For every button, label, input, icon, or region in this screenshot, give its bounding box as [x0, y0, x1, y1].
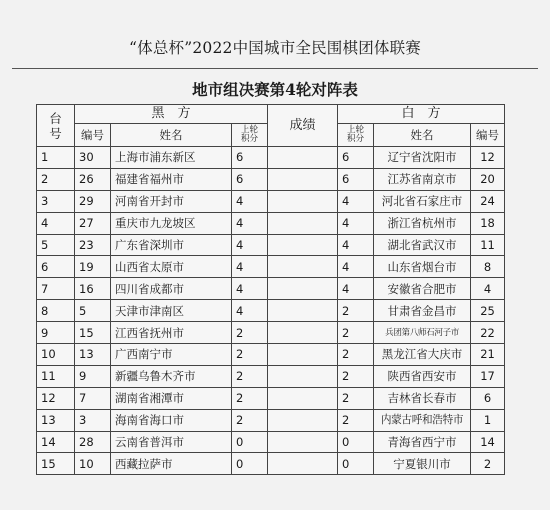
table-row: [37, 431, 505, 453]
white-number-cell: 18: [471, 212, 505, 234]
table-row: [37, 344, 505, 366]
white-points-cell: 2: [338, 322, 374, 344]
white-name-cell: 甘肃省金昌市: [374, 300, 471, 322]
pairings-table: [36, 104, 505, 475]
table-row: [37, 453, 505, 475]
white-points-cell: 2: [338, 365, 374, 387]
black-name-cell: 四川省成都市: [111, 278, 232, 300]
white-name-cell: 安徽省合肥市: [374, 278, 471, 300]
table-row: [37, 234, 505, 256]
table-row: [37, 322, 505, 344]
result-cell: [268, 168, 338, 190]
result-cell: [268, 234, 338, 256]
board-cell: 2: [37, 168, 75, 190]
black-points-cell: 0: [232, 431, 268, 453]
black-name-cell: 上海市浦东新区: [111, 147, 232, 169]
white-points-cell: 0: [338, 431, 374, 453]
board-header-line1: 台: [49, 110, 62, 126]
result-cell: [268, 344, 338, 366]
white-number-cell: 24: [471, 190, 505, 212]
board-cell: 12: [37, 387, 75, 409]
black-points-header: [232, 124, 268, 147]
white-number-cell: 14: [471, 431, 505, 453]
black-points-cell: 6: [232, 168, 268, 190]
black-name-cell: 重庆市九龙坡区: [111, 212, 232, 234]
board-cell: 15: [37, 453, 75, 475]
result-cell: [268, 256, 338, 278]
black-points-cell: 4: [232, 234, 268, 256]
white-number-cell: 2: [471, 453, 505, 475]
white-number-cell: 25: [471, 300, 505, 322]
result-cell: [268, 453, 338, 475]
table-row: [37, 190, 505, 212]
black-name-cell: 湖南省湘潭市: [111, 387, 232, 409]
result-cell: [268, 147, 338, 169]
white-points-cell: 4: [338, 212, 374, 234]
board-cell: 6: [37, 256, 75, 278]
table-row: [37, 168, 505, 190]
board-cell: 8: [37, 300, 75, 322]
black-name-cell: 广西南宁市: [111, 344, 232, 366]
board-cell: 14: [37, 431, 75, 453]
white-number-cell: 6: [471, 387, 505, 409]
white-name-cell: 河北省石家庄市: [374, 190, 471, 212]
white-number-cell: 8: [471, 256, 505, 278]
board-cell: 7: [37, 278, 75, 300]
white-points-cell: 0: [338, 453, 374, 475]
table-row: [37, 278, 505, 300]
table-row: [37, 409, 505, 431]
black-points-cell: 0: [232, 453, 268, 475]
table-title: 地市组决赛第4轮对阵表: [192, 80, 358, 99]
white-points-cell: 2: [338, 300, 374, 322]
white-number-cell: 20: [471, 168, 505, 190]
black-points-cell: 4: [232, 278, 268, 300]
black-name-header: 姓名: [111, 124, 232, 147]
white-number-cell: 1: [471, 409, 505, 431]
black-name-cell: 新疆乌鲁木齐市: [111, 365, 232, 387]
result-cell: [268, 212, 338, 234]
white-name-header: 姓名: [374, 124, 471, 147]
table-row: [37, 365, 505, 387]
result-header: 成绩: [268, 105, 338, 147]
black-name-cell: 天津市津南区: [111, 300, 232, 322]
black-number-cell: 29: [75, 190, 111, 212]
black-name-cell: 福建省福州市: [111, 168, 232, 190]
document-title: “体总杯”2022中国城市全民围棋团体联赛: [129, 39, 421, 57]
board-cell: 1: [37, 147, 75, 169]
white-number-cell: 22: [471, 322, 505, 344]
white-points-header-line2: 积分: [347, 134, 365, 144]
result-cell: [268, 190, 338, 212]
table-row: [37, 147, 505, 169]
black-number-cell: 27: [75, 212, 111, 234]
black-name-cell: 山西省太原市: [111, 256, 232, 278]
black-points-cell: 4: [232, 256, 268, 278]
header-row-sides: [37, 105, 505, 124]
table-row: [37, 212, 505, 234]
board-header-line2: 号: [49, 125, 62, 141]
white-name-cell: 青海省西宁市: [374, 431, 471, 453]
white-points-cell: 4: [338, 234, 374, 256]
black-name-cell: 海南省海口市: [111, 409, 232, 431]
white-name-cell: 湖北省武汉市: [374, 234, 471, 256]
white-points-cell: 4: [338, 190, 374, 212]
black-points-cell: 4: [232, 212, 268, 234]
white-name-cell: 内蒙古呼和浩特市: [374, 409, 471, 431]
white-name-cell: 浙江省杭州市: [374, 212, 471, 234]
black-points-cell: 2: [232, 387, 268, 409]
black-points-cell: 6: [232, 147, 268, 169]
white-name-cell: 江苏省南京市: [374, 168, 471, 190]
white-points-header: [338, 124, 374, 147]
black-number-cell: 19: [75, 256, 111, 278]
result-cell: [268, 300, 338, 322]
black-name-cell: 西藏拉萨市: [111, 453, 232, 475]
board-cell: 9: [37, 322, 75, 344]
black-points-cell: 2: [232, 322, 268, 344]
result-cell: [268, 387, 338, 409]
white-points-cell: 4: [338, 278, 374, 300]
white-name-cell: 山东省烟台市: [374, 256, 471, 278]
white-number-cell: 11: [471, 234, 505, 256]
white-name-cell: 宁夏银川市: [374, 453, 471, 475]
black-points-cell: 2: [232, 344, 268, 366]
black-number-cell: 23: [75, 234, 111, 256]
white-name-cell: 辽宁省沈阳市: [374, 147, 471, 169]
black-number-cell: 3: [75, 409, 111, 431]
white-number-cell: 21: [471, 344, 505, 366]
white-points-cell: 2: [338, 387, 374, 409]
white-points-cell: 6: [338, 168, 374, 190]
black-number-cell: 26: [75, 168, 111, 190]
white-points-cell: 6: [338, 147, 374, 169]
white-name-cell: 陕西省西安市: [374, 365, 471, 387]
board-cell: 5: [37, 234, 75, 256]
white-points-cell: 4: [338, 256, 374, 278]
black-number-cell: 10: [75, 453, 111, 475]
black-number-header: 编号: [75, 124, 111, 147]
black-points-cell: 2: [232, 365, 268, 387]
board-cell: 4: [37, 212, 75, 234]
table-row: [37, 256, 505, 278]
result-cell: [268, 322, 338, 344]
pairings-body: [37, 105, 505, 475]
black-number-cell: 15: [75, 322, 111, 344]
black-number-cell: 28: [75, 431, 111, 453]
white-points-cell: 2: [338, 344, 374, 366]
black-points-cell: 4: [232, 300, 268, 322]
table-row: [37, 387, 505, 409]
white-number-cell: 12: [471, 147, 505, 169]
white-number-cell: 4: [471, 278, 505, 300]
black-number-cell: 13: [75, 344, 111, 366]
black-number-cell: 5: [75, 300, 111, 322]
black-side-header: 黑 方: [75, 105, 268, 124]
result-cell: [268, 278, 338, 300]
board-cell: 3: [37, 190, 75, 212]
board-cell: 11: [37, 365, 75, 387]
board-header: [37, 105, 75, 147]
white-side-header: 白 方: [338, 105, 505, 124]
black-name-cell: 河南省开封市: [111, 190, 232, 212]
black-number-cell: 7: [75, 387, 111, 409]
black-name-cell: 江西省抚州市: [111, 322, 232, 344]
black-name-cell: 广东省深圳市: [111, 234, 232, 256]
black-points-cell: 2: [232, 409, 268, 431]
black-number-cell: 16: [75, 278, 111, 300]
board-cell: 13: [37, 409, 75, 431]
result-cell: [268, 431, 338, 453]
white-name-cell: 兵团第八师石河子市: [374, 322, 471, 344]
black-points-cell: 4: [232, 190, 268, 212]
board-cell: 10: [37, 344, 75, 366]
black-name-cell: 云南省普洱市: [111, 431, 232, 453]
title-divider: [12, 68, 538, 69]
result-cell: [268, 409, 338, 431]
white-number-header: 编号: [471, 124, 505, 147]
white-name-cell: 吉林省长春市: [374, 387, 471, 409]
white-points-header-line1: 上轮: [347, 125, 365, 135]
result-cell: [268, 365, 338, 387]
black-points-header-line2: 积分: [241, 134, 259, 144]
white-points-cell: 2: [338, 409, 374, 431]
black-number-cell: 9: [75, 365, 111, 387]
table-row: [37, 300, 505, 322]
white-number-cell: 17: [471, 365, 505, 387]
white-name-cell: 黑龙江省大庆市: [374, 344, 471, 366]
black-points-header-line1: 上轮: [241, 125, 259, 135]
black-number-cell: 30: [75, 147, 111, 169]
